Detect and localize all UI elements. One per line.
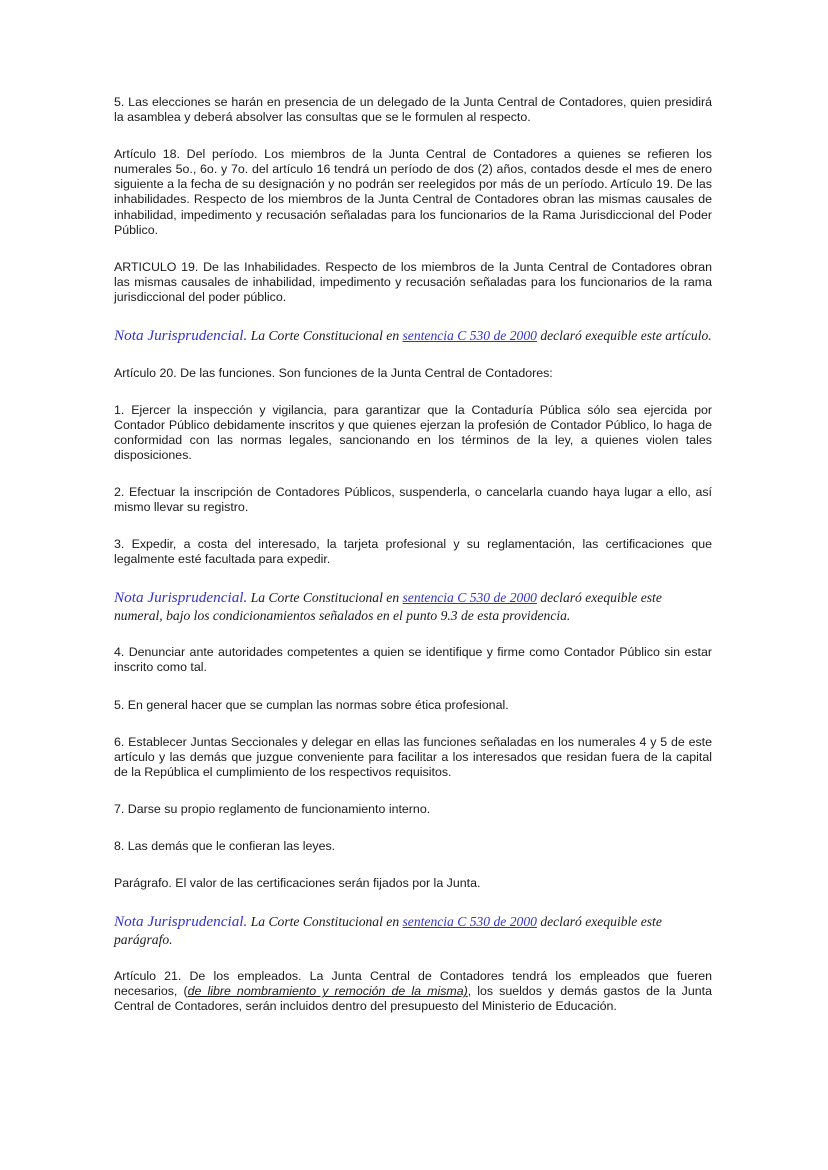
nota-heading: Nota Jurisprudencial. <box>114 589 248 607</box>
nota-jurisprudencial-paragrafo <box>114 913 712 948</box>
nota-jurisprudencial-articulo-19 <box>114 327 712 345</box>
paragraph-articulo-18: Artículo 18. Del período. Los miembros de la Junta Central de Contadores a quienes se refieren los numerales 5o., 6o. y 7o. del artículo 16 tendrá un período de dos (2) años, contados desde el mes de enero siguiente a la fecha de su designación y no podrán ser reelegidos por más de un período. Artículo 19. De las inhabilidades. Respecto de los miembros de la Junta Central de Contadores obran las mismas causales de inhabilidad, impedimento y recusación señaladas para los funcionarios de la Rama Jurisdiccional del Poder Público. <box>114 147 712 237</box>
sentencia-link[interactable]: sentencia C 530 de 2000 <box>402 590 537 606</box>
sentencia-link[interactable]: sentencia C 530 de 2000 <box>402 328 537 344</box>
nota-text-before-link: La Corte Constitucional en <box>247 914 403 930</box>
nota-text-after-link: declaró exequible este artículo. <box>536 328 712 344</box>
paragraph-funcion-3: 3. Expedir, a costa del interesado, la tarjeta profesional y su reglamentación, las certificaciones que legalmente esté facultada para expedir. <box>114 537 712 567</box>
paragraph-parrafo-certificaciones: Parágrafo. El valor de las certificaciones serán fijados por la Junta. <box>114 876 481 891</box>
paragraph-funcion-4: 4. Denunciar ante autoridades competentes a quien se identifique y firme como Contador Público sin estar inscrito como tal. <box>114 645 712 675</box>
paragraph-funcion-6: 6. Establecer Juntas Seccionales y delegar en ellas las funciones señaladas en los numerales 4 y 5 de este artículo y las demás que juzgue conveniente para facilitar a los interesados que residan fuera de la capital de la República el cumplimiento de los respectivos requisitos. <box>114 734 712 779</box>
nota-heading: Nota Jurisprudencial. <box>114 913 248 931</box>
paragraph-funcion-2: 2. Efectuar la inscripción de Contadores Públicos, suspenderla, o cancelarla cuando haya lugar a ello, así mismo llevar su registro. <box>114 485 712 515</box>
nota-heading: Nota Jurisprudencial. <box>114 327 248 345</box>
paragraph-numeral-5-elecciones: 5. Las elecciones se harán en presencia de un delegado de la Junta Central de Contadores, quien presidirá la asamblea y deberá absolver las consultas que se le formulen al respecto. <box>114 95 712 125</box>
nota-jurisprudencial-funcion-3 <box>114 589 712 624</box>
nota-text-before-link: La Corte Constitucional en <box>247 328 403 344</box>
nota-text-before-link: La Corte Constitucional en <box>247 590 403 606</box>
paragraph-funcion-8: 8. Las demás que le confieran las leyes. <box>114 839 336 854</box>
paragraph-funcion-7: 7. Darse su propio reglamento de funcionamiento interno. <box>114 801 431 816</box>
articulo-21-emphasis: de libre nombramiento y remoción de la misma) <box>187 984 468 999</box>
paragraph-articulo-21 <box>114 969 712 1014</box>
paragraph-funcion-5: 5. En general hacer que se cumplan las normas sobre ética profesional. <box>114 697 509 712</box>
nota-text-after-link: declaró exequible este numeral, bajo los condicionamientos señalados en el punto 9.3 de esta providencia. <box>114 590 662 623</box>
document-body <box>114 95 712 1015</box>
paragraph-articulo-20: Artículo 20. De las funciones. Son funciones de la Junta Central de Contadores: <box>114 365 553 380</box>
sentencia-link[interactable]: sentencia C 530 de 2000 <box>402 914 537 930</box>
articulo-21-text-before-emphasis: Artículo 21. De los empleados. La Junta Central de Contadores tendrá los empleados que fueren necesarios, ( <box>114 969 712 999</box>
paragraph-funcion-1: 1. Ejercer la inspección y vigilancia, para garantizar que la Contaduría Pública sólo sea ejercida por Contador Público debidamente inscritos y que quienes ejerzan la profesión de Contador Público, lo haga de conformidad con las normas legales, sancionando en los términos de la ley, a quienes violen tales disposiciones. <box>114 402 712 462</box>
paragraph-articulo-19: ARTICULO 19. De las Inhabilidades. Respecto de los miembros de la Junta Central de Contadores obran las mismas causales de inhabilidad, impedimento y recusación señaladas para los funcionarios de la rama jurisdiccional del poder público. <box>114 259 712 304</box>
articulo-21-text-after-emphasis: , los sueldos y demás gastos de la Junta Central de Contadores, serán incluidos dentro del presupuesto del Ministerio de Educación. <box>114 984 712 1014</box>
nota-text-after-link: declaró exequible este parágrafo. <box>114 914 662 947</box>
